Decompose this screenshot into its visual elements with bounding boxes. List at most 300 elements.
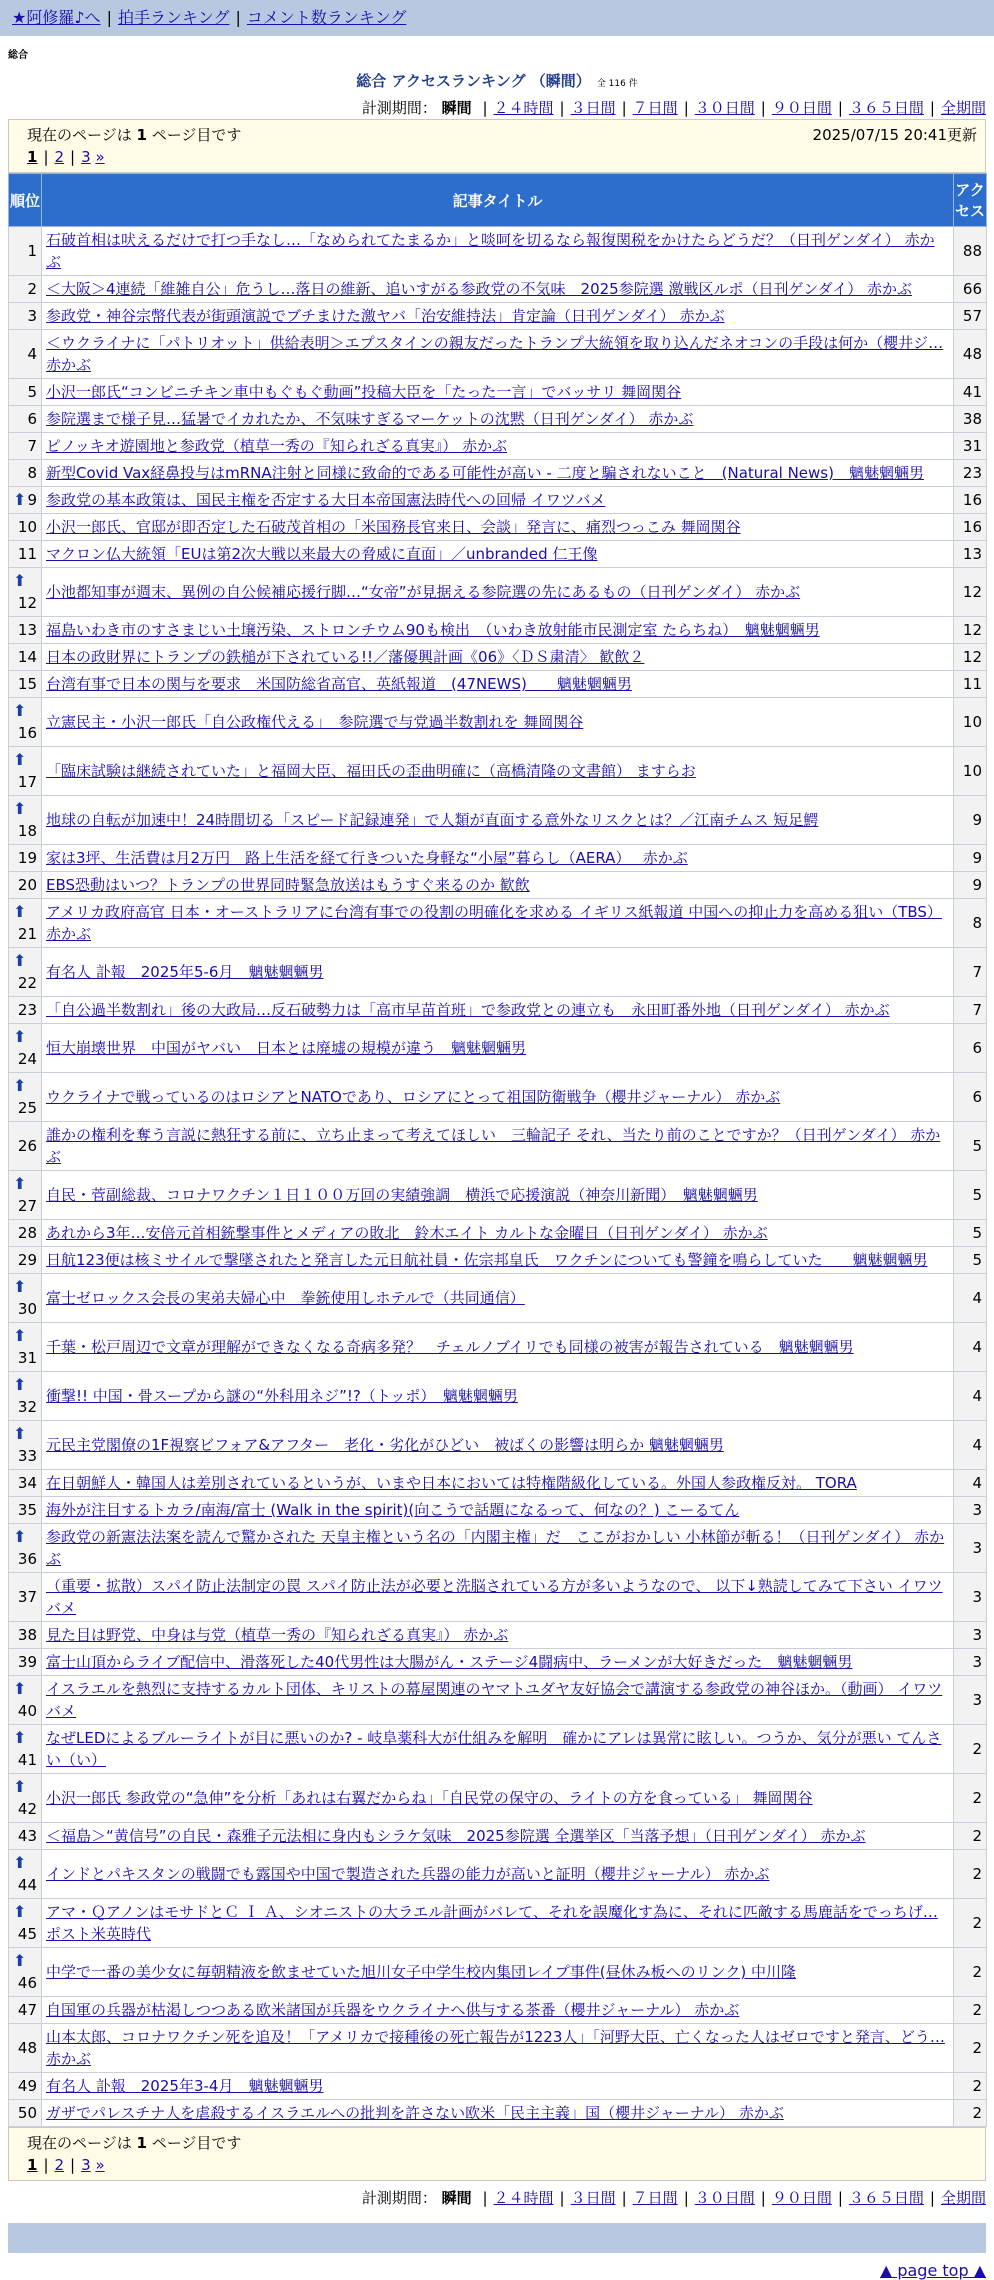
page-info-bottom: 現在のページは 1 ページ目です 1 | 2 | 3 » <box>8 2127 986 2181</box>
article-link[interactable]: （重要・拡散）スパイ防止法制定の罠 スパイ防止法が必要と洗脳されている方が多いようなので、 以下↓熟読してみて下さい イワツバメ <box>46 1577 943 1617</box>
title-cell <box>42 617 954 644</box>
rank-number: 2 <box>27 280 37 298</box>
page-top-wrap <box>0 2253 994 2280</box>
rank-up-icon: ⬆ <box>13 902 27 921</box>
rank-number: 49 <box>17 2077 37 2095</box>
rank-cell <box>9 1024 42 1073</box>
article-link[interactable]: ウクライナで戦っているのはロシアとNATOであり、ロシアにとって祖国防衛戦争（櫻井ジャーナル） 赤かぶ <box>46 1088 781 1106</box>
access-count: 2 <box>954 1997 987 2024</box>
article-link[interactable]: アマ・ＱアノンはモサドとＣ Ｉ Ａ、シオニストの大ラエル計画がバレて、それを誤魔化す為に、それに匹敵する馬鹿話をでっちげ… ポスト米英時代 <box>46 1903 938 1943</box>
article-link[interactable]: ＜ウクライナに「パトリオット」供給表明＞エプスタインの親友だったトランプ大統領を取り込んだネオコンの手段は何か（櫻井ジ… 赤かぶ <box>46 334 944 374</box>
access-count: 7 <box>954 997 987 1024</box>
separator: | <box>621 2189 627 2207</box>
rank-number: 26 <box>17 1137 37 1155</box>
rank-header: 順位 <box>9 174 42 227</box>
period-link[interactable]: ３６５日間 <box>848 99 924 117</box>
article-link[interactable]: 小沢一郎氏、官邸が即否定した石破茂首相の「米国務長官来日、会談」発言に、痛烈つっこみ 舞岡関谷 <box>46 518 741 536</box>
period-link[interactable]: ３日間 <box>570 99 616 117</box>
table-row <box>9 1676 987 1725</box>
access-count: 5 <box>954 1247 987 1274</box>
top-navigation <box>0 0 994 36</box>
article-link[interactable]: 新型Covid Vax経鼻投与はmRNA注射と同様に致命的である可能性が高い - 二度と騙されないこと (Natural News) 魑魅魍魎男 <box>46 464 924 482</box>
rank-number: 6 <box>27 410 37 428</box>
total-count: 全 116 件 <box>596 79 638 89</box>
access-count: 11 <box>954 671 987 698</box>
rank-number: 39 <box>17 1653 37 1671</box>
access-count: 2 <box>954 2100 987 2127</box>
rank-cell <box>9 227 42 276</box>
article-link[interactable]: 立憲民主・小沢一郎氏「自公政権代える」 参院選で与党過半数割れを 舞岡関谷 <box>46 713 584 731</box>
access-count: 13 <box>954 541 987 568</box>
title-cell <box>42 541 954 568</box>
title-cell <box>42 1622 954 1649</box>
rank-cell <box>9 1073 42 1122</box>
page-top-link[interactable]: ▲ page top ▲ <box>879 2261 986 2280</box>
table-row <box>9 1171 987 1220</box>
article-link[interactable]: 「臨床試験は継続されていた」と福岡大臣、福田氏の歪曲明確に（高橋清隆の文書館） ますらお <box>46 762 696 780</box>
title-cell <box>42 1122 954 1171</box>
article-link[interactable]: アメリカ政府高官 日本・オーストラリアに台湾有事での役割の明確化を求める イギリス紙報道 中国への抑止力を高める狙い（TBS） 赤かぶ <box>46 903 942 943</box>
article-link[interactable]: 小沢一郎氏 参政党の“急伸”を分析「あれは右翼だからね」「自民党の保守の、ライトの方を食っている」 舞岡関谷 <box>46 1789 813 1807</box>
rank-cell <box>9 487 42 514</box>
table-row <box>9 1524 987 1573</box>
access-count: 7 <box>954 948 987 997</box>
period-link[interactable]: ３日間 <box>570 2189 616 2207</box>
rank-number: 41 <box>17 1751 37 1769</box>
article-link[interactable]: ＜福島＞“黄信号”の自民・森雅子元法相に身内もシラケ気味 2025参院選 全選挙区「当落予想」（日刊ゲンダイ） 赤かぶ <box>46 1827 866 1845</box>
title-cell <box>42 330 954 379</box>
access-count: 3 <box>954 1497 987 1524</box>
separator: | <box>43 148 49 166</box>
rank-cell <box>9 568 42 617</box>
separator: | <box>683 2189 689 2207</box>
rank-up-icon: ⬆ <box>13 951 27 970</box>
pager <box>27 146 977 168</box>
separator: | <box>43 2156 49 2174</box>
rank-cell <box>9 433 42 460</box>
article-link[interactable]: 台湾有事で日本の関与を要求 米国防総省高官、英紙報道 (47NEWS) 魑魅魍魎男 <box>46 675 632 693</box>
rank-number: 43 <box>17 1827 37 1845</box>
rank-number: 45 <box>17 1925 37 1943</box>
rank-number: 42 <box>17 1800 37 1818</box>
rank-number: 37 <box>17 1588 37 1606</box>
rank-number: 40 <box>17 1702 37 1720</box>
rank-cell <box>9 2100 42 2127</box>
rank-up-icon: ⬆ <box>13 1951 27 1970</box>
table-row <box>9 487 987 514</box>
table-row <box>9 617 987 644</box>
rank-number: 46 <box>17 1974 37 1992</box>
article-link[interactable]: 参院選まで様子見…猛暑でイカれたか、不気味すぎるマーケットの沈黙（日刊ゲンダイ） 赤かぶ <box>46 410 694 428</box>
table-row <box>9 1774 987 1823</box>
rank-cell <box>9 1622 42 1649</box>
rank-number: 20 <box>17 876 37 894</box>
article-link[interactable]: 富士山頂からライブ配信中、滑落死した40代男性は大腸がん・ステージ4闘病中、ラーメンが大好きだった 魑魅魍魎男 <box>46 1653 853 1671</box>
table-row <box>9 1274 987 1323</box>
rank-up-icon: ⬆ <box>13 1174 27 1193</box>
ranking-rows <box>9 227 987 2127</box>
rank-cell <box>9 644 42 671</box>
access-count: 8 <box>954 899 987 948</box>
article-link[interactable]: 誰かの権利を奪う言説に熱狂する前に、立ち止まって考えてほしい 三輪記子 それ、当たり前のことですか？（日刊ゲンダイ） 赤かぶ <box>46 1126 941 1166</box>
article-link[interactable]: 有名人 訃報 2025年5-6月 魑魅魍魎男 <box>46 963 324 981</box>
article-link[interactable]: 在日朝鮮人・韓国人は差別されているというが、いまや日本においては特権階級化している。外国人参政権反対。 TORA <box>46 1474 857 1492</box>
table-row <box>9 2073 987 2100</box>
title-cell <box>42 698 954 747</box>
access-count: 4 <box>954 1274 987 1323</box>
title-cell <box>42 1997 954 2024</box>
article-link[interactable]: 日航123便は核ミサイルで撃墜されたと発言した元日航社員・佐宗邦皇氏 ワクチンについても警鐘を鳴らしていた 魑魅魍魎男 <box>46 1251 928 1269</box>
separator: | <box>482 99 488 117</box>
period-selector-top <box>0 97 994 119</box>
period-link[interactable]: 全期間 <box>940 99 986 117</box>
table-row <box>9 644 987 671</box>
rank-cell <box>9 1774 42 1823</box>
article-link[interactable]: 見た目は野党、中身は与党（植草一秀の『知られざる真実』） 赤かぶ <box>46 1626 509 1644</box>
title-cell <box>42 276 954 303</box>
rank-up-icon: ⬆ <box>13 1424 27 1443</box>
rank-cell <box>9 948 42 997</box>
access-count: 2 <box>954 1725 987 1774</box>
pager <box>27 2154 977 2176</box>
rank-cell <box>9 1421 42 1470</box>
rank-cell <box>9 1676 42 1725</box>
period-label: 計測期間： <box>361 2189 437 2207</box>
title-cell <box>42 1899 954 1948</box>
period-links <box>476 2189 986 2207</box>
separator: | <box>837 2189 843 2207</box>
rank-cell <box>9 379 42 406</box>
article-link[interactable]: 石破首相は吠えるだけで打つ手なし…「なめられてたまるか」と啖呵を切るなら報復関税をかけたらどうだ？（日刊ゲンダイ） 赤かぶ <box>46 231 935 271</box>
access-count: 10 <box>954 698 987 747</box>
rank-number: 35 <box>17 1501 37 1519</box>
separator: | <box>559 99 565 117</box>
rank-number: 28 <box>17 1224 37 1242</box>
rank-up-icon: ⬆ <box>13 1679 27 1698</box>
access-count: 3 <box>954 1573 987 1622</box>
table-row <box>9 514 987 541</box>
article-link[interactable]: 有名人 訃報 2025年3-4月 魑魅魍魎男 <box>46 2077 324 2095</box>
rank-number: 3 <box>27 307 37 325</box>
rank-number: 23 <box>17 1001 37 1019</box>
pager-link[interactable]: 3 <box>81 148 91 166</box>
period-link[interactable]: ９０日間 <box>771 2189 832 2207</box>
period-link[interactable]: ３６５日間 <box>848 2189 924 2207</box>
title-cell <box>42 1274 954 1323</box>
pager-link[interactable]: 2 <box>54 2156 65 2174</box>
table-row <box>9 227 987 276</box>
period-link[interactable]: 全期間 <box>940 2189 986 2207</box>
article-link[interactable]: 千葉・松戸周辺で文章が理解ができなくなる奇病多発？ チェルノブイリでも同様の被害が報告されている 魑魅魍魎男 <box>46 1338 854 1356</box>
rank-number: 1 <box>27 242 37 260</box>
access-count: 16 <box>954 487 987 514</box>
article-link[interactable]: 自民・菅副総裁、コロナワクチン１日１００万回の実績強調 横浜で応援演説（神奈川新聞） 魑魅魍魎男 <box>46 1186 758 1204</box>
access-count: 16 <box>954 514 987 541</box>
article-link[interactable]: 家は3坪、生活費は月2万円 路上生活を経て行きついた身軽な“小屋”暮らし（AERA） 赤かぶ <box>46 849 688 867</box>
table-row <box>9 872 987 899</box>
rank-cell <box>9 1899 42 1948</box>
rank-cell <box>9 1573 42 1622</box>
rank-cell <box>9 1247 42 1274</box>
access-count: 4 <box>954 1470 987 1497</box>
title-cell <box>42 1823 954 1850</box>
title-cell <box>42 1649 954 1676</box>
article-link[interactable]: 地球の自転が加速中！24時間切る「スピード記録連発」で人類が直面する意外なリスクとは？／江南チムス 短足鰐 <box>46 811 819 829</box>
title-cell <box>42 1247 954 1274</box>
access-count: 2 <box>954 2024 987 2073</box>
rank-cell <box>9 1470 42 1497</box>
article-link[interactable]: 日本の政財界にトランプの鉄槌が下されている!!／藩優興計画《06》〈ＤＳ粛清〉 歓飲２ <box>46 648 645 666</box>
rank-number: 7 <box>27 437 37 455</box>
table-row <box>9 330 987 379</box>
rank-cell <box>9 1850 42 1899</box>
table-row <box>9 303 987 330</box>
article-link[interactable]: 恒大崩壊世界 中国がヤバい 日本とは廃墟の規模が違う 魑魅魍魎男 <box>46 1039 527 1057</box>
rank-cell <box>9 1524 42 1573</box>
rank-number: 48 <box>17 2039 37 2057</box>
article-link[interactable]: 衝撃!! 中国・骨スープから謎の“外科用ネジ”!?（トッポ） 魑魅魍魎男 <box>46 1387 518 1405</box>
title-cell <box>42 1470 954 1497</box>
title-cell <box>42 433 954 460</box>
rank-cell <box>9 541 42 568</box>
rank-cell <box>9 1274 42 1323</box>
article-link[interactable]: 「自公過半数割れ」後の大政局…反石破勢力は「高市早苗首班」で参政党との連立も 永田町番外地（日刊ゲンダイ） 赤かぶ <box>46 1001 890 1019</box>
rank-cell <box>9 1649 42 1676</box>
access-count: 2 <box>954 2073 987 2100</box>
period-link[interactable]: ２４時間 <box>493 99 554 117</box>
rank-up-icon: ⬆ <box>13 1527 27 1546</box>
article-link[interactable]: 富士ゼロックス会長の実弟夫婦心中 拳銃使用しホテルで（共同通信） <box>46 1289 525 1307</box>
title-cell <box>42 1948 954 1997</box>
table-row <box>9 1024 987 1073</box>
rank-cell <box>9 1948 42 1997</box>
current-page-text: 現在のページは 1 ページ目です <box>27 126 242 144</box>
article-link[interactable]: 参政党・神谷宗幣代表が街頭演説でブチまけた激ヤバ「治安維持法」肯定論（日刊ゲンダイ） 赤かぶ <box>46 307 725 325</box>
access-count: 41 <box>954 379 987 406</box>
rank-number: 5 <box>27 383 37 401</box>
table-row <box>9 747 987 796</box>
pager-link[interactable]: 3 <box>81 2156 91 2174</box>
pager-current: 1 <box>27 148 38 166</box>
article-link[interactable]: あれから3年…安倍元首相銃撃事件とメディアの敗北 鈴木エイト カルトな金曜日（日刊ゲンダイ） 赤かぶ <box>46 1224 768 1242</box>
access-count: 5 <box>954 1171 987 1220</box>
article-link[interactable]: ＜大阪＞4連続「維雑自公」危うし…落日の維新、追いすがる参政党の不気味 2025参院選 激戦区ルポ（日刊ゲンダイ） 赤かぶ <box>46 280 913 298</box>
separator: | <box>929 2189 935 2207</box>
article-link[interactable]: 参政党の新憲法法案を読んで驚かされた 天皇主権という名の「内閣主権」だ ここがおかしい 小林節が斬る！（日刊ゲンダイ） 赤かぶ <box>46 1528 945 1568</box>
access-count: 9 <box>954 872 987 899</box>
rank-number: 44 <box>17 1876 37 1894</box>
article-link[interactable]: ピノッキオ遊園地と参政党（植草一秀の『知られざる真実』） 赤かぶ <box>46 437 508 455</box>
period-links <box>476 99 986 117</box>
title-cell <box>42 1725 954 1774</box>
rank-cell <box>9 460 42 487</box>
access-header: アクセス <box>954 174 987 227</box>
table-row <box>9 1470 987 1497</box>
rank-up-icon: ⬆ <box>13 1277 27 1296</box>
rank-number: 38 <box>17 1626 37 1644</box>
table-row <box>9 2024 987 2073</box>
rank-number: 12 <box>17 594 37 612</box>
pager-link[interactable]: 2 <box>54 148 65 166</box>
access-count: 12 <box>954 644 987 671</box>
period-link[interactable]: ３０日間 <box>694 2189 755 2207</box>
period-link[interactable]: ２４時間 <box>493 2189 554 2207</box>
access-count: 4 <box>954 1372 987 1421</box>
article-link[interactable]: インドとパキスタンの戦闘でも露国や中国で製造された兵器の能力が高いと証明（櫻井ジャーナル） 赤かぶ <box>46 1865 770 1883</box>
rank-up-icon: ⬆ <box>13 1902 27 1921</box>
title-cell <box>42 1024 954 1073</box>
table-row <box>9 997 987 1024</box>
title-cell <box>42 1171 954 1220</box>
rank-cell <box>9 747 42 796</box>
page-title <box>0 70 994 91</box>
access-count: 88 <box>954 227 987 276</box>
rank-cell <box>9 671 42 698</box>
title-cell <box>42 487 954 514</box>
article-link[interactable]: 参政党の基本政策は、国民主権を否定する大日本帝国憲法時代への回帰 イワツバメ <box>46 491 606 509</box>
title-cell <box>42 796 954 845</box>
comment-ranking-link[interactable]: コメント数ランキング <box>246 8 407 27</box>
period-link[interactable]: ７日間 <box>632 2189 678 2207</box>
table-row <box>9 406 987 433</box>
rank-number: 24 <box>17 1050 37 1068</box>
title-cell <box>42 845 954 872</box>
title-cell <box>42 568 954 617</box>
rank-number: 50 <box>17 2104 37 2122</box>
rank-cell <box>9 2024 42 2073</box>
access-count: 3 <box>954 1649 987 1676</box>
rank-number: 14 <box>17 648 37 666</box>
table-row <box>9 541 987 568</box>
table-row <box>9 379 987 406</box>
article-link[interactable]: イスラエルを熱烈に支持するカルト団体、キリストの幕屋関連のヤマトユダヤ友好協会で講演する参政党の神谷ほか。（動画） イワツバメ <box>46 1680 943 1720</box>
ranking-table <box>8 173 987 2127</box>
period-link[interactable]: ３０日間 <box>694 99 755 117</box>
updated-timestamp: 2025/07/15 20:41更新 <box>812 126 977 144</box>
rank-up-icon: ⬆ <box>13 799 27 818</box>
article-link[interactable]: 元民主党閣僚の1F視察ビフォア&アフター 老化・劣化がひどい 被ばくの影響は明らか 魑魅魍魎男 <box>46 1436 724 1454</box>
access-count: 10 <box>954 747 987 796</box>
article-link[interactable]: 自国軍の兵器が枯渇しつつある欧米諸国が兵器をウクライナへ供与する茶番（櫻井ジャーナル） 赤かぶ <box>46 2001 740 2019</box>
title-cell <box>42 1323 954 1372</box>
separator: | <box>621 99 627 117</box>
title-cell <box>42 379 954 406</box>
rank-number: 9 <box>27 491 37 509</box>
table-row <box>9 568 987 617</box>
rank-cell <box>9 617 42 644</box>
rank-up-icon: ⬆ <box>13 701 27 720</box>
access-count: 2 <box>954 1850 987 1899</box>
rank-number: 30 <box>17 1300 37 1318</box>
title-cell <box>42 644 954 671</box>
table-row <box>9 1725 987 1774</box>
access-count: 4 <box>954 1323 987 1372</box>
table-row <box>9 1823 987 1850</box>
access-count: 9 <box>954 845 987 872</box>
period-selector-bottom <box>0 2187 994 2209</box>
article-link[interactable]: 山本太郎、コロナワクチン死を追及！「アメリカで接種後の死亡報告が1223人」「河野大臣、亡くなった人はゼロですと発言、どう… 赤かぶ <box>46 2028 945 2068</box>
rank-number: 8 <box>27 464 37 482</box>
access-count: 3 <box>954 1524 987 1573</box>
article-link[interactable]: ガザでパレスチナ人を虐殺するイスラエルへの批判を許さない欧米「民主主義」国（櫻井ジャーナル） 赤かぶ <box>46 2104 784 2122</box>
title-cell <box>42 1421 954 1470</box>
title-cell <box>42 747 954 796</box>
home-link[interactable]: ★阿修羅♪へ <box>12 8 101 27</box>
period-label: 計測期間： <box>361 99 437 117</box>
title-cell <box>42 514 954 541</box>
access-count: 5 <box>954 1122 987 1171</box>
title-cell <box>42 460 954 487</box>
rank-number: 34 <box>17 1474 37 1492</box>
rank-up-icon: ⬆ <box>13 1027 27 1046</box>
table-row <box>9 1372 987 1421</box>
article-link[interactable]: 海外が注目するトカラ/南海/富士 (Walk in the spirit)(向こうで話題になるって、何なの？) こーるてん <box>46 1501 740 1519</box>
rank-number: 15 <box>17 675 37 693</box>
article-link[interactable]: 中学で一番の美少女に毎朝精液を飲ませていた旭川女子中学生校内集団レイプ事件(昼休み板へのリンク) 中川隆 <box>46 1963 796 1981</box>
article-link[interactable]: なぜLEDによるブルーライトが目に悪いのか? - 岐阜薬科大が仕組みを解明 確かにアレは異常に眩しい。つうか、気分が悪い てんさい（い） <box>46 1729 942 1769</box>
title-cell <box>42 1524 954 1573</box>
title-cell <box>42 1850 954 1899</box>
rank-cell <box>9 1323 42 1372</box>
article-link[interactable]: EBS恐動はいつ？トランプの世界同時緊急放送はもうすぐ来るのか 歓飲 <box>46 876 530 894</box>
rank-number: 13 <box>17 621 37 639</box>
table-row <box>9 698 987 747</box>
access-count: 23 <box>954 460 987 487</box>
access-count: 2 <box>954 1948 987 1997</box>
rank-number: 29 <box>17 1251 37 1269</box>
article-link[interactable]: 小沢一郎氏“コンビニチキン車中もぐもぐ動画”投稿大臣を「たった一言」でバッサリ 舞岡関谷 <box>46 383 682 401</box>
article-link[interactable]: マクロン仏大統領「EUは第2次大戦以来最大の脅威に直面」／unbranded 仁王像 <box>46 545 598 563</box>
rank-cell <box>9 845 42 872</box>
period-link[interactable]: ７日間 <box>632 99 678 117</box>
pager-next[interactable]: » <box>95 148 105 166</box>
rank-cell <box>9 1997 42 2024</box>
rank-number: 31 <box>17 1349 37 1367</box>
access-count: 5 <box>954 1220 987 1247</box>
rank-cell <box>9 514 42 541</box>
table-row <box>9 2100 987 2127</box>
separator: | <box>683 99 689 117</box>
rank-cell <box>9 1823 42 1850</box>
table-row <box>9 845 987 872</box>
pager-current: 1 <box>27 2156 38 2174</box>
rank-number: 25 <box>17 1099 37 1117</box>
article-link[interactable]: 小池都知事が週末、異例の自公候補応援行脚…“女帝”が見据える参院選の先にあるもの（日刊ゲンダイ） 赤かぶ <box>46 583 801 601</box>
table-row <box>9 1573 987 1622</box>
rank-cell <box>9 276 42 303</box>
table-row <box>9 1622 987 1649</box>
rank-cell <box>9 1171 42 1220</box>
title-cell <box>42 1774 954 1823</box>
table-row <box>9 1997 987 2024</box>
title-cell <box>42 1220 954 1247</box>
access-count: 4 <box>954 1421 987 1470</box>
rank-cell <box>9 406 42 433</box>
title-cell <box>42 872 954 899</box>
pager-next[interactable]: » <box>95 2156 105 2174</box>
title-cell <box>42 303 954 330</box>
rank-up-icon: ⬆ <box>13 1853 27 1872</box>
table-row <box>9 276 987 303</box>
clap-ranking-link[interactable]: 拍手ランキング <box>117 8 230 27</box>
separator: | <box>837 99 843 117</box>
rank-number: 10 <box>17 518 37 536</box>
article-link[interactable]: 福島いわき市のすさまじい土壌汚染、ストロンチウム90も検出 （いわき放射能市民測定室 たらちね） 魑魅魍魎男 <box>46 621 820 639</box>
rank-number: 22 <box>17 974 37 992</box>
access-count: 3 <box>954 1622 987 1649</box>
period-link[interactable]: ９０日間 <box>771 99 832 117</box>
title-cell <box>42 2024 954 2073</box>
